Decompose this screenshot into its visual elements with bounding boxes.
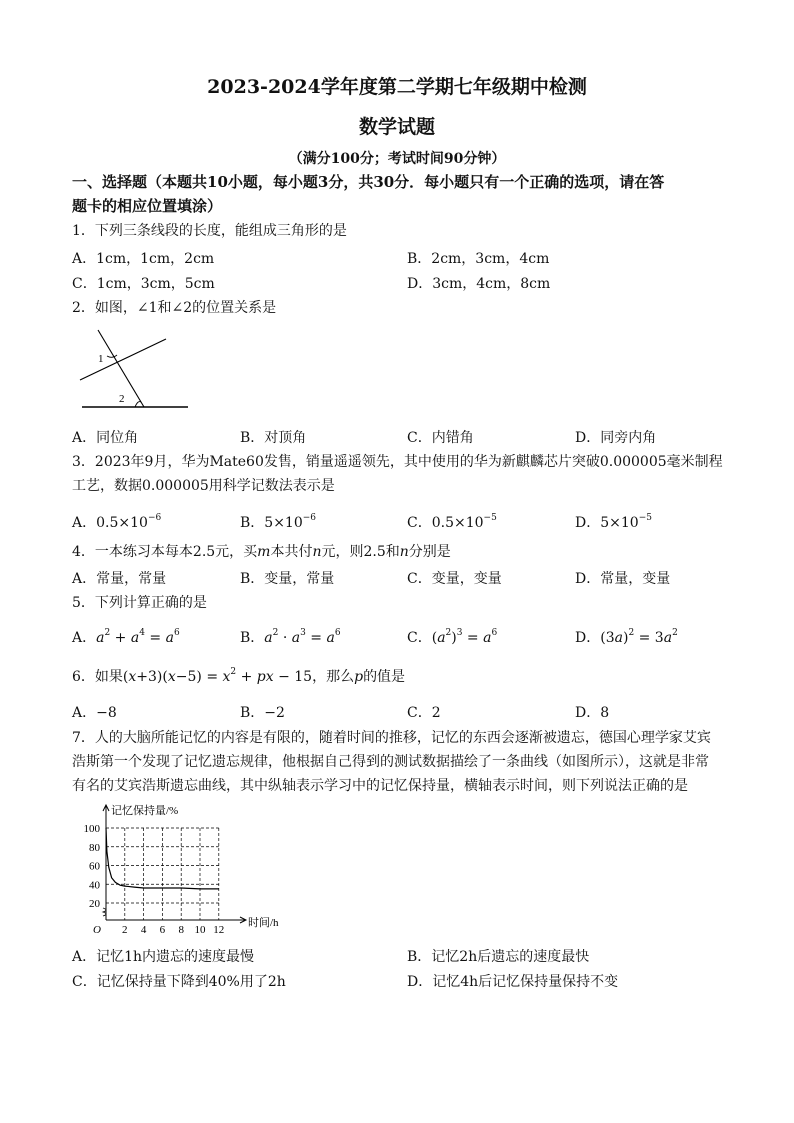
- x-axis-label: 时间/h: [248, 917, 279, 929]
- q7-option-d: D．记忆4h后记忆保持量保持不变: [407, 974, 619, 990]
- q2-option-a: A．同位角: [72, 430, 139, 446]
- q6-option-a: A．−8: [72, 705, 117, 721]
- q1-option-a: A．1cm，1cm，2cm: [72, 251, 215, 267]
- q7-stem-line1: 7．人的大脑所能记忆的内容是有限的，随着时间的推移，记忆的东西会逐渐被遗忘，德国心理学家艾宾: [72, 730, 711, 746]
- variable-p: p: [354, 669, 364, 685]
- x-tick-label: 4: [140, 924, 147, 936]
- exam-title: 2023-2024学年度第二学期七年级期中检测: [207, 76, 587, 98]
- q1-option-b: B．2cm，3cm，4cm: [407, 251, 550, 267]
- q1-option-c: C．1cm，3cm，5cm: [72, 276, 215, 292]
- text: 本共付: [270, 544, 313, 560]
- text: 的值是: [363, 669, 406, 685]
- variable-n: n: [312, 544, 322, 560]
- exponent: −5: [483, 513, 497, 523]
- origin-label: O: [93, 924, 101, 936]
- q7-stem-line2: 浩斯第一个发现了记忆遗忘规律，他根据自己得到的测试数据描绘了一条曲线（如图所示），这就是非常: [72, 754, 709, 770]
- q2-option-b: B．对顶角: [240, 430, 307, 446]
- q3-option-c: [407, 512, 497, 532]
- q5-option-c: C．$(a^2)^3 = a^6$: [407, 628, 498, 646]
- q1-stem: 1．下列三条线段的长度，能组成三角形的是: [72, 223, 347, 239]
- q3-option-d: [575, 512, 652, 532]
- y-tick-label: 80: [89, 841, 100, 854]
- section1-heading-line2: 题卡的相应位置填涂）: [72, 197, 223, 215]
- q7-option-a: A．记忆1h内遗忘的速度最慢: [72, 949, 255, 965]
- q5-option-a: A．$a^2 + a^4 = a^6$: [72, 628, 180, 646]
- x-tick-label: 10: [194, 924, 206, 936]
- forgetting-curve-chart: [70, 800, 279, 938]
- variable-n: n: [399, 544, 409, 560]
- exam-subject: 数学试题: [358, 116, 435, 138]
- q7-stem-line3: 有名的艾宾浩斯遗忘曲线，其中纵轴表示学习中的记忆保持量，横轴表示时间，则下列说法正确的是: [72, 778, 688, 794]
- text: ，那么: [312, 669, 355, 685]
- option-label: D．: [575, 630, 601, 646]
- q4-option-a: A．常量，常量: [72, 571, 167, 587]
- exponent: −6: [147, 513, 162, 523]
- q1-option-d: D．3cm，4cm，8cm: [407, 276, 551, 292]
- y-tick-label: 20: [89, 898, 100, 910]
- q6-option-d: D．8: [575, 705, 610, 721]
- y-tick-label: 60: [89, 860, 100, 873]
- option-value: 5×10: [264, 515, 303, 531]
- q2-figure: [72, 322, 197, 417]
- y-tick-label: 100: [83, 823, 100, 835]
- text: 4．一本练习本每本2.5元，买: [72, 544, 258, 560]
- section1-heading-line1: 一、选择题（本题共10小题，每小题3分，共30分．每小题只有一个正确的选项，请在答: [72, 173, 665, 191]
- q5-option-d: D．$(3a)^2 = 3a^2$: [575, 628, 678, 646]
- q6-option-b: B．−2: [240, 705, 285, 721]
- option-label: C．: [407, 630, 432, 646]
- q4-option-b: B．变量，常量: [240, 571, 335, 587]
- q3-option-a: [72, 512, 161, 532]
- q2-stem: 2．如图，∠1和∠2的位置关系是: [72, 300, 277, 316]
- option-label: A．: [72, 515, 97, 531]
- q7-option-c: C．记忆保持量下降到40%用了2h: [72, 974, 286, 990]
- q4-option-c: C．变量，变量: [407, 571, 502, 587]
- option-value: 0.5×10: [96, 515, 148, 531]
- option-label: B．: [240, 515, 265, 531]
- q2-option-d: D．同旁内角: [575, 430, 657, 446]
- q5-stem: 5．下列计算正确的是: [72, 595, 207, 611]
- exam-note: （满分100分；考试时间90分钟）: [288, 151, 506, 167]
- exponent: −6: [302, 513, 317, 523]
- option-value: 5×10: [600, 515, 639, 531]
- q2-option-c: C．内错角: [407, 430, 474, 446]
- option-label: A．: [72, 630, 97, 646]
- x-tick-label: 12: [213, 924, 225, 936]
- q6-option-c: C．2: [407, 705, 441, 721]
- angle-1-label: 1: [98, 353, 104, 365]
- q3-option-b: [240, 512, 316, 532]
- angle-2-label: 2: [119, 393, 125, 405]
- exponent: −5: [638, 513, 652, 523]
- variable-m: m: [257, 544, 271, 560]
- y-axis-label: 记忆保持量/%: [111, 805, 179, 817]
- y-tick-label: 40: [89, 879, 100, 892]
- q3-stem-line2: 工艺，数据0.000005用科学记数法表示是: [72, 478, 335, 494]
- x-tick-label: 6: [159, 924, 166, 936]
- text: 分别是: [408, 544, 451, 560]
- text: 元，则2.5和: [321, 544, 400, 560]
- x-tick-label: 2: [122, 924, 128, 936]
- option-label: C．: [407, 515, 432, 531]
- option-label: D．: [575, 515, 601, 531]
- q4-option-d: D．常量，变量: [575, 571, 671, 587]
- option-value: 0.5×10: [431, 515, 484, 531]
- text: 6．如果: [72, 669, 123, 685]
- q6-stem: 6．如果$(x+3)(x-5) = x^2$ + px − 15，那么p的值是: [72, 667, 406, 685]
- x-tick-label: 8: [178, 924, 184, 936]
- q3-stem-line1: 3．2023年9月，华为Mate60发售，销量遥遥领先，其中使用的华为新麒麟芯片突破0.000005毫米制程: [72, 454, 723, 470]
- q7-option-b: B．记忆2h后遗忘的速度最快: [407, 949, 590, 965]
- q5-option-b: B．$a^2 \cdot a^3 = a^6$: [240, 628, 341, 646]
- q4-stem: [72, 540, 451, 565]
- option-label: B．: [240, 630, 265, 646]
